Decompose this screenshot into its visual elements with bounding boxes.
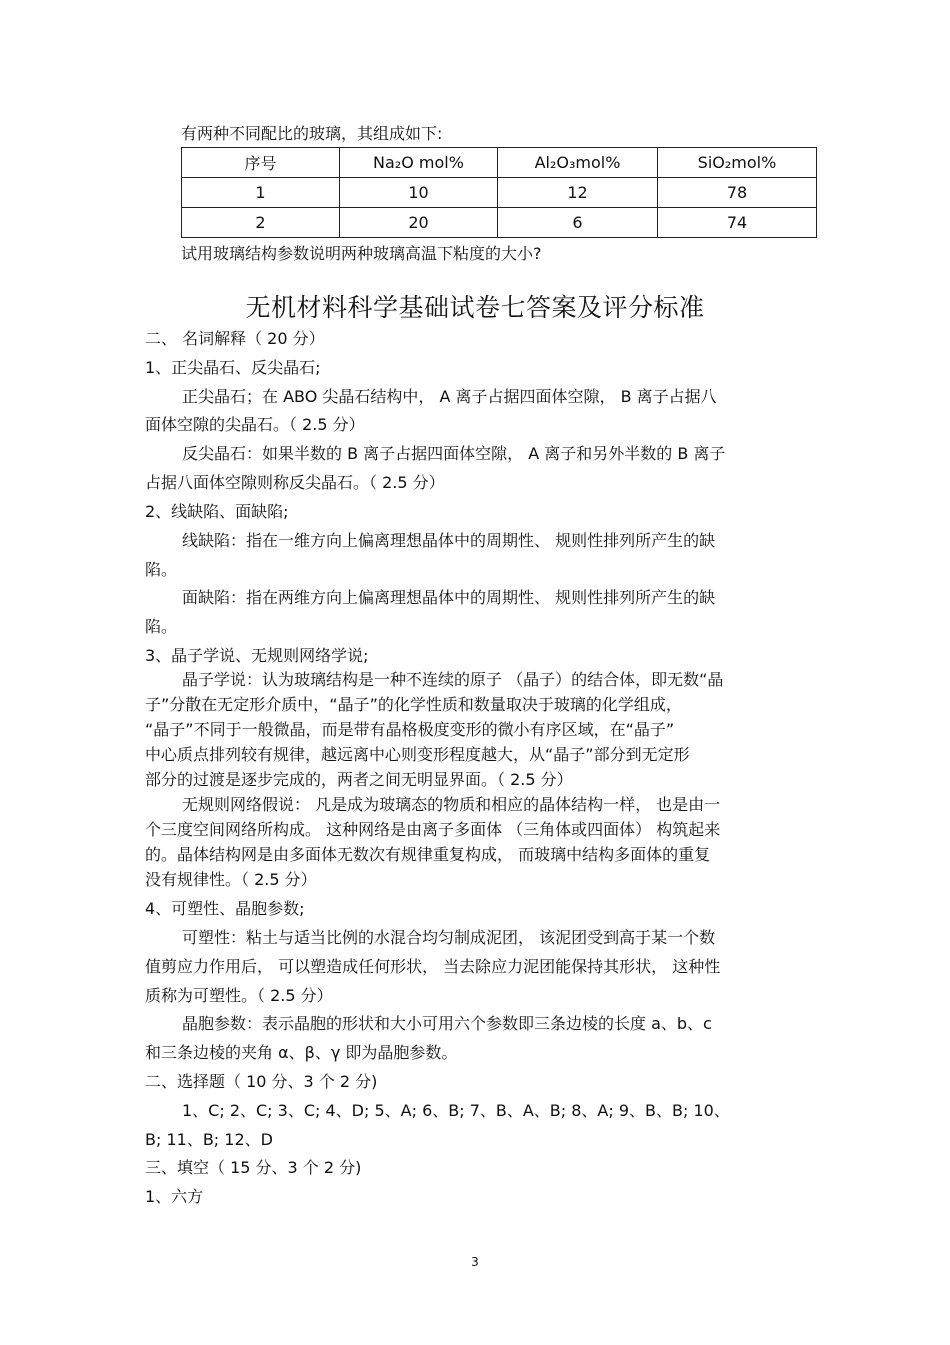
paragraph-line: 陷。 — [145, 617, 178, 636]
table-cell: 78 — [658, 178, 817, 208]
glass-composition-table — [181, 147, 817, 238]
paragraph-line: “晶子”不同于一般微晶，而是带有晶格极度变形的微小有序区域，在“晶子” — [145, 720, 675, 739]
paragraph-line: 可塑性：粘土与适当比例的水混合均匀制成泥团， 该泥团受到高于某一个数 — [182, 928, 716, 947]
section-heading: 二、 名词解释（ 20 分） — [145, 329, 325, 348]
paragraph-line: 子”分散在无定形介质中，“晶子”的化学性质和数量取决于玻璃的化学组成， — [145, 695, 682, 714]
table-cell: 20 — [340, 208, 498, 238]
paragraph-line: 陷。 — [145, 560, 178, 579]
table-row — [182, 208, 817, 238]
page-title: 无机材料科学基础试卷七答案及评分标准 — [245, 293, 705, 322]
subsection-heading: 2、线缺陷、面缺陷; — [145, 502, 289, 521]
header-cell: Na₂O mol% — [340, 148, 498, 178]
table-cell: 2 — [182, 208, 340, 238]
table-header-row — [182, 148, 817, 178]
table-cell: 6 — [498, 208, 658, 238]
question-text: 试用玻璃结构参数说明两种玻璃高温下粘度的大小? — [181, 244, 542, 263]
paragraph-line: 和三条边棱的夹角 α、β、γ 即为晶胞参数。 — [145, 1043, 458, 1062]
paragraph-line: 个三度空间网络所构成。 这种网络是由离子多面体 （三角体或四面体） 构筑起来 — [145, 820, 721, 839]
paragraph-line: 部分的过渡是逐步完成的，两者之间无明显界面。（ 2.5 分） — [145, 770, 573, 789]
paragraph-line: 值剪应力作用后， 可以塑造成任何形状， 当去除应力泥团能保持其形状， 这种性 — [145, 957, 721, 976]
answer-line: B; 11、B; 12、D — [145, 1130, 273, 1149]
page-number: 3 — [471, 1255, 479, 1269]
paragraph-line: 反尖晶石：如果半数的 B 离子占据四面体空隙， A 离子和另外半数的 B 离子 — [182, 444, 726, 463]
paragraph-line: 面体空隙的尖晶石。（ 2.5 分） — [145, 415, 365, 434]
paragraph-line: 没有规律性。（ 2.5 分） — [145, 870, 317, 889]
paragraph-line: 面缺陷：指在两维方向上偏离理想晶体中的周期性、 规则性排列所产生的缺 — [182, 588, 716, 607]
subsection-heading: 3、晶子学说、无规则网络学说; — [145, 646, 369, 665]
paragraph-line: 占据八面体空隙则称反尖晶石。（ 2.5 分） — [145, 473, 445, 492]
subsection-heading: 4、可塑性、晶胞参数; — [145, 899, 305, 918]
paragraph-line: 晶子学说：认为玻璃结构是一种不连续的原子 （晶子）的结合体，即无数“晶 — [182, 670, 724, 689]
paragraph-line: 中心质点排列较有规律，越远离中心则变形程度越大，从“晶子”部分到无定形 — [145, 745, 690, 764]
subsection-heading: 1、正尖晶石、反尖晶石; — [145, 358, 321, 377]
header-cell: 序号 — [182, 148, 340, 178]
table-cell: 1 — [182, 178, 340, 208]
answer-line: 1、C; 2、C; 3、C; 4、D; 5、A; 6、B; 7、B、A、B; 8、A; 9、B、B; 10、 — [182, 1101, 730, 1120]
paragraph-line: 的。晶体结构网是由多面体无数次有规律重复构成， 而玻璃中结构多面体的重复 — [145, 845, 711, 864]
paragraph-line: 质称为可塑性。（ 2.5 分） — [145, 986, 333, 1005]
table-cell: 10 — [340, 178, 498, 208]
section-heading: 二、选择题（ 10 分、3 个 2 分) — [145, 1072, 378, 1091]
paragraph-line: 线缺陷：指在一维方向上偏离理想晶体中的周期性、 规则性排列所产生的缺 — [182, 531, 716, 550]
paragraph-line: 正尖晶石；在 ABO 尖晶石结构中， A 离子占据四面体空隙， B 离子占据八 — [182, 387, 717, 406]
paragraph-line: 无规则网络假说： 凡是成为玻璃态的物质和相应的晶体结构一样， 也是由一 — [182, 795, 721, 814]
paragraph-line: 晶胞参数：表示晶胞的形状和大小可用六个参数即三条边棱的长度 a、b、c — [182, 1014, 712, 1033]
header-cell: Al₂O₃mol% — [498, 148, 658, 178]
header-cell: SiO₂mol% — [658, 148, 817, 178]
table-row — [182, 178, 817, 208]
table-cell: 74 — [658, 208, 817, 238]
section-heading: 三、填空（ 15 分、3 个 2 分) — [145, 1158, 362, 1177]
answer-line: 1、六方 — [145, 1187, 204, 1206]
intro-text: 有两种不同配比的玻璃，其组成如下: — [181, 124, 443, 143]
table-cell: 12 — [498, 178, 658, 208]
